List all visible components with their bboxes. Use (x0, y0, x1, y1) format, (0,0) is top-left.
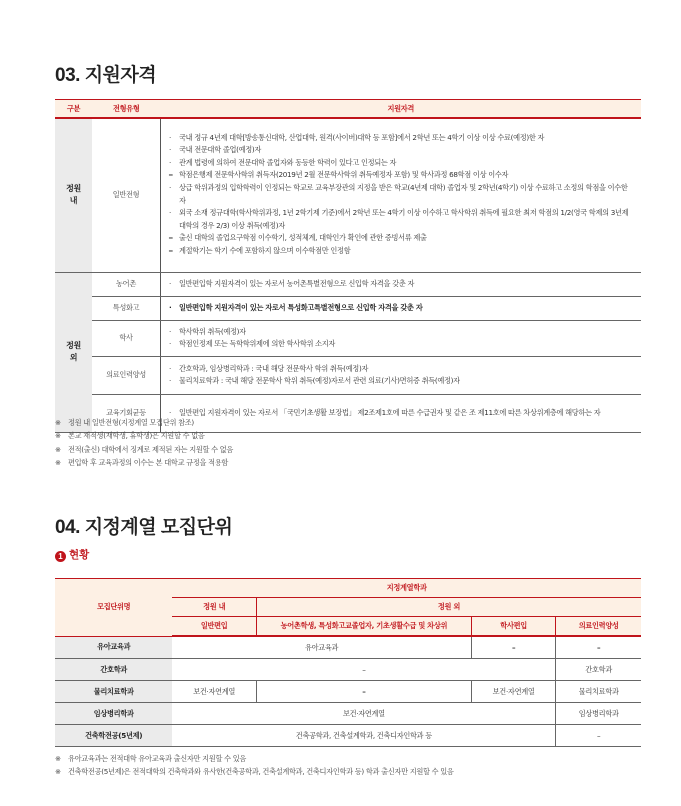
unit-cell: 보건·자연계열 (471, 681, 556, 703)
qualification-line: · 일반편입 지원자격이 있는 자로서 「국민기초생활 보장법」 제2조제1호에 따른 수급권자 및 같은 조 제11호에 따른 차상위계층에 해당하는 자 (169, 407, 635, 419)
type-bachelor: 학사 (92, 320, 161, 356)
table-row (55, 725, 641, 747)
note-item: ※ 건축학전공(5년제)은 전적대학의 건축학과와 유사한(건축공학과, 건축설계학과, 건축디자인학과 등) 학과 출신자만 지원할 수 있음 (55, 765, 454, 778)
qualification-line: · 학사학위 취득(예정)자 (169, 326, 635, 338)
note-item: ※ 본교 재적생(재학생, 휴학생)은 지원할 수 없음 (55, 429, 233, 442)
designated-units-table (55, 578, 641, 747)
qualification-line: · 외국 소재 정규대학(학사학위과정, 1년 2학기제 기준)에서 2학년 또는 4학기 이상 이수하고 학사학위 취득에 필요한 최저 학점의 1/2(영국 학제의 3년제 대학의 경우 2/3) 이상 취득(예정)자 (169, 207, 635, 232)
unit-name: 건축학전공(5년제) (55, 725, 172, 747)
table-row (55, 320, 641, 356)
qualification-line: · 국내 전문대학 졸업(예정)자 (169, 144, 635, 156)
unit-cell: 임상병리학과 (556, 703, 641, 725)
table-row (55, 703, 641, 725)
table-row (55, 356, 641, 394)
type-specialized-high: 특성화고 (92, 296, 161, 320)
unit-name: 임상병리학과 (55, 703, 172, 725)
table-row (55, 681, 641, 703)
qualification-cell (161, 118, 642, 272)
unit-cell: – (256, 681, 471, 703)
table-row (55, 272, 641, 296)
qualification-line: · 일반편입학 지원자격이 있는 자로서 농어촌특별전형으로 신입학 자격을 갖춘 자 (169, 278, 635, 290)
subtitle-status: 1 현황 (55, 547, 89, 562)
header-designated-dept: 지정계열학과 (172, 579, 641, 598)
qualification-line: · 간호학과, 임상병리학과 : 국내 해당 전문학사 학위 취득(예정)자 (169, 363, 635, 375)
header-col-general: 일반편입 (172, 617, 256, 637)
table-row (55, 636, 641, 659)
group-outer: 정원 외 (55, 272, 92, 432)
header-outer-quota: 정원 외 (256, 598, 641, 617)
unit-cell: 물리치료학과 (556, 681, 641, 703)
section-title-designated-units: 04. 지정계열 모집단위 (55, 517, 233, 538)
unit-name: 물리치료학과 (55, 681, 172, 703)
qualification-subline: ━ 출신 대학의 졸업요구학점 이수학기, 성적체계, 대학인가 확인에 관한 증빙서류 제출 (169, 232, 635, 245)
header-col-medical: 의료인력양성 (556, 617, 641, 637)
header-inner-quota: 정원 내 (172, 598, 256, 617)
qualification-subline: ━ 계절학기는 학기 수에 포함하지 않으며 이수학점만 인정함 (169, 245, 635, 258)
table-row (55, 296, 641, 320)
note-item: ※ 전적(출신) 대학에서 징계로 제적된 자는 지원할 수 없음 (55, 443, 233, 456)
note-item: ※ 편입학 후 교육과정의 이수는 본 대학교 규정을 적용함 (55, 456, 233, 469)
designated-units-notes (55, 752, 454, 779)
group-inner: 정원 내 (55, 118, 92, 272)
note-item: ※ 정원 내 일반전형(지정계열 모집단위 참조) (55, 416, 233, 429)
type-equal-opportunity: 교육기회균등 (92, 394, 161, 432)
qualification-line: · 일반편입학 지원자격이 있는 자로서 특성화고특별전형으로 신입학 자격을 갖춘 자 (169, 302, 635, 314)
type-medical: 의료인력양성 (92, 356, 161, 394)
eligibility-table (55, 99, 641, 433)
unit-cell: 건축공학과, 건축설계학과, 건축디자인학과 등 (172, 725, 555, 747)
header-qualification: 지원자격 (161, 100, 642, 119)
header-col-special: 농어촌학생, 특성화고교졸업자, 기초생활수급 및 차상위 (256, 617, 471, 637)
type-rural: 농어촌 (92, 272, 161, 296)
unit-cell: 간호학과 (556, 659, 641, 681)
unit-cell: – (556, 725, 641, 747)
qualification-subline: ━ 학점은행제 전문학사학위 취득자(2019년 2월 전문학사학위 취득예정자 포함) 및 학사과정 68학점 이상 이수자 (169, 169, 635, 182)
section-title-eligibility: 03. 지원자격 (55, 65, 157, 86)
unit-cell: – (172, 659, 555, 681)
table-header-row (55, 579, 641, 598)
header-col-bachelor: 학사편입 (471, 617, 556, 637)
unit-name: 간호학과 (55, 659, 172, 681)
unit-cell: – (556, 636, 641, 659)
unit-name: 유아교육과 (55, 636, 172, 659)
qualification-line: · 학점인정제 또는 독학학위제에 의한 학사학위 소지자 (169, 338, 635, 350)
header-type: 전형유형 (92, 100, 161, 119)
header-unit-name: 모집단위명 (55, 579, 172, 637)
type-general: 일반전형 (92, 118, 161, 272)
table-row (55, 118, 641, 272)
table-row (55, 659, 641, 681)
unit-cell: 보건·자연계열 (172, 703, 555, 725)
eligibility-notes (55, 416, 233, 470)
unit-cell: 유아교육과 (172, 636, 471, 659)
unit-cell: 보건·자연계열 (172, 681, 256, 703)
qualification-line: · 물리치료학과 : 국내 해당 전문학사 학위 취득(예정)자로서 관련 의료(기사)면허증 취득(예정)자 (169, 375, 635, 387)
unit-cell: – (471, 636, 556, 659)
qualification-line: · 상급 학위과정의 입학학력이 인정되는 학교로 교육부장관의 지정을 받은 학교(4년제 대학) 졸업자 및 2학년(4학기) 이상 수료하고 소정의 학점을 이수한 자 (169, 182, 635, 207)
qualification-line: · 국내 정규 4년제 대학[방송통신대학, 산업대학, 원격(사이버)대학 등 포함]에서 2학년 또는 4학기 이상 이상 수료(예정)한 자 (169, 132, 635, 144)
header-category: 구분 (55, 100, 92, 119)
qualification-line: · 관계 법령에 의하여 전문대학 졸업자와 동등한 학력이 있다고 인정되는 자 (169, 157, 635, 169)
table-header-row (55, 100, 641, 119)
number-badge-icon: 1 (55, 551, 66, 562)
note-item: ※ 유아교육과는 전적대학 유아교육과 출신자만 지원할 수 있음 (55, 752, 454, 765)
